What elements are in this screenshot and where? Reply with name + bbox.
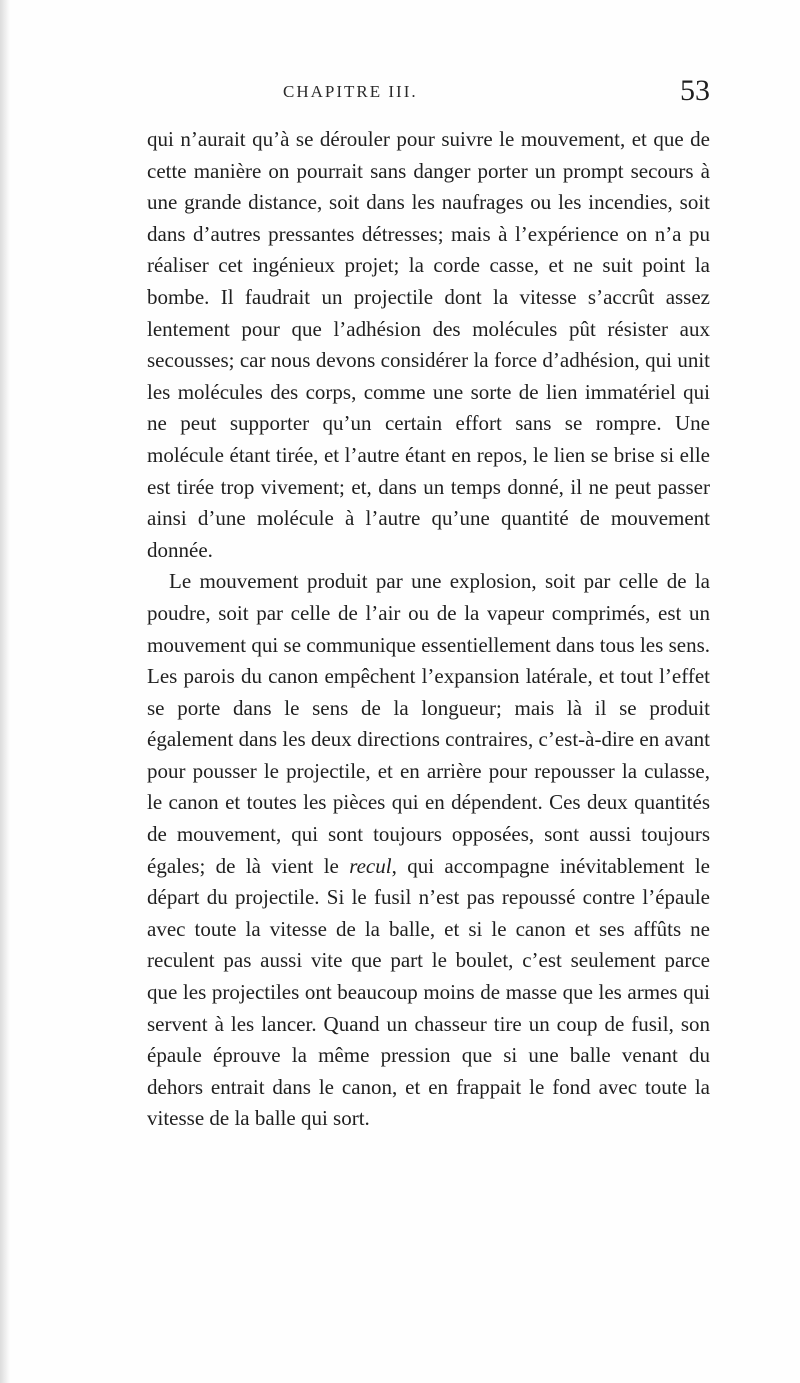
running-head: CHAPITRE III. [283,82,418,101]
italic-term-recul: recul [349,853,392,878]
paragraph-2 [147,566,710,1135]
page-header [150,74,710,114]
body-text [147,124,710,1135]
page-number: 53 [680,74,710,107]
paragraph-2-text-before: Le mouvement produit par une explosion, soit par celle de la poudre, soit par celle de l’air ou de la vapeur comprimés, est un mouvement qui se communique essentiellement dans tous les sens. Les parois du canon empêchent l’expansion latérale, et tout l’effet se porte dans le sens de la longueur; mais là il se produit également dans les deux directions contraires, c’est-à-dire en avant pour pousser le projectile, et en arrière pour repousser la culasse, le canon et toutes les pièces qui en dépendent. Ces deux quantités de mouvement, qui sont toujours opposées, sont aussi toujours égales; de là vient le [147,569,710,878]
paragraph-1-text: qui n’aurait qu’à se dérouler pour suivre le mouvement, et que de cette manière on pourrait sans danger porter un prompt secours à une grande distance, soit dans les naufrages ou les incendies, soit dans d’autres pressantes détresses; mais à l’expérience on n’a pu réaliser cet ingénieux projet; la corde casse, et ne suit point la bombe. Il faudrait un projectile dont la vitesse s’accrût assez lentement pour que l’adhésion des molécules pût résister aux secousses; car nous devons considérer la force d’adhésion, qui unit les molécules des corps, comme une sorte de lien immatériel qui ne peut supporter qu’un certain effort sans se rompre. Une molécule étant tirée, et l’autre étant en repos, le lien se brise si elle est tirée trop vivement; et, dans un temps donné, il ne peut passer ainsi d’une molécule à l’autre qu’une quantité de mouvement donnée. [147,127,710,562]
page-binding-shadow [0,0,10,1383]
paragraph-1 [147,124,710,566]
paragraph-2-text-after: , qui accompagne inévitablement le départ du projectile. Si le fusil n’est pas repoussé contre l’épaule avec toute la vitesse de la balle, et si le canon et ses affûts ne reculent pas aussi vite que part le boulet, c’est seulement parce que les projectiles ont beaucoup moins de masse que les armes qui servent à les lancer. Quand un chasseur tire un coup de fusil, son épaule éprouve la même pression que si une balle venant du dehors entrait dans le canon, et en frappait le fond avec toute la vitesse de la balle qui sort. [147,853,710,1131]
